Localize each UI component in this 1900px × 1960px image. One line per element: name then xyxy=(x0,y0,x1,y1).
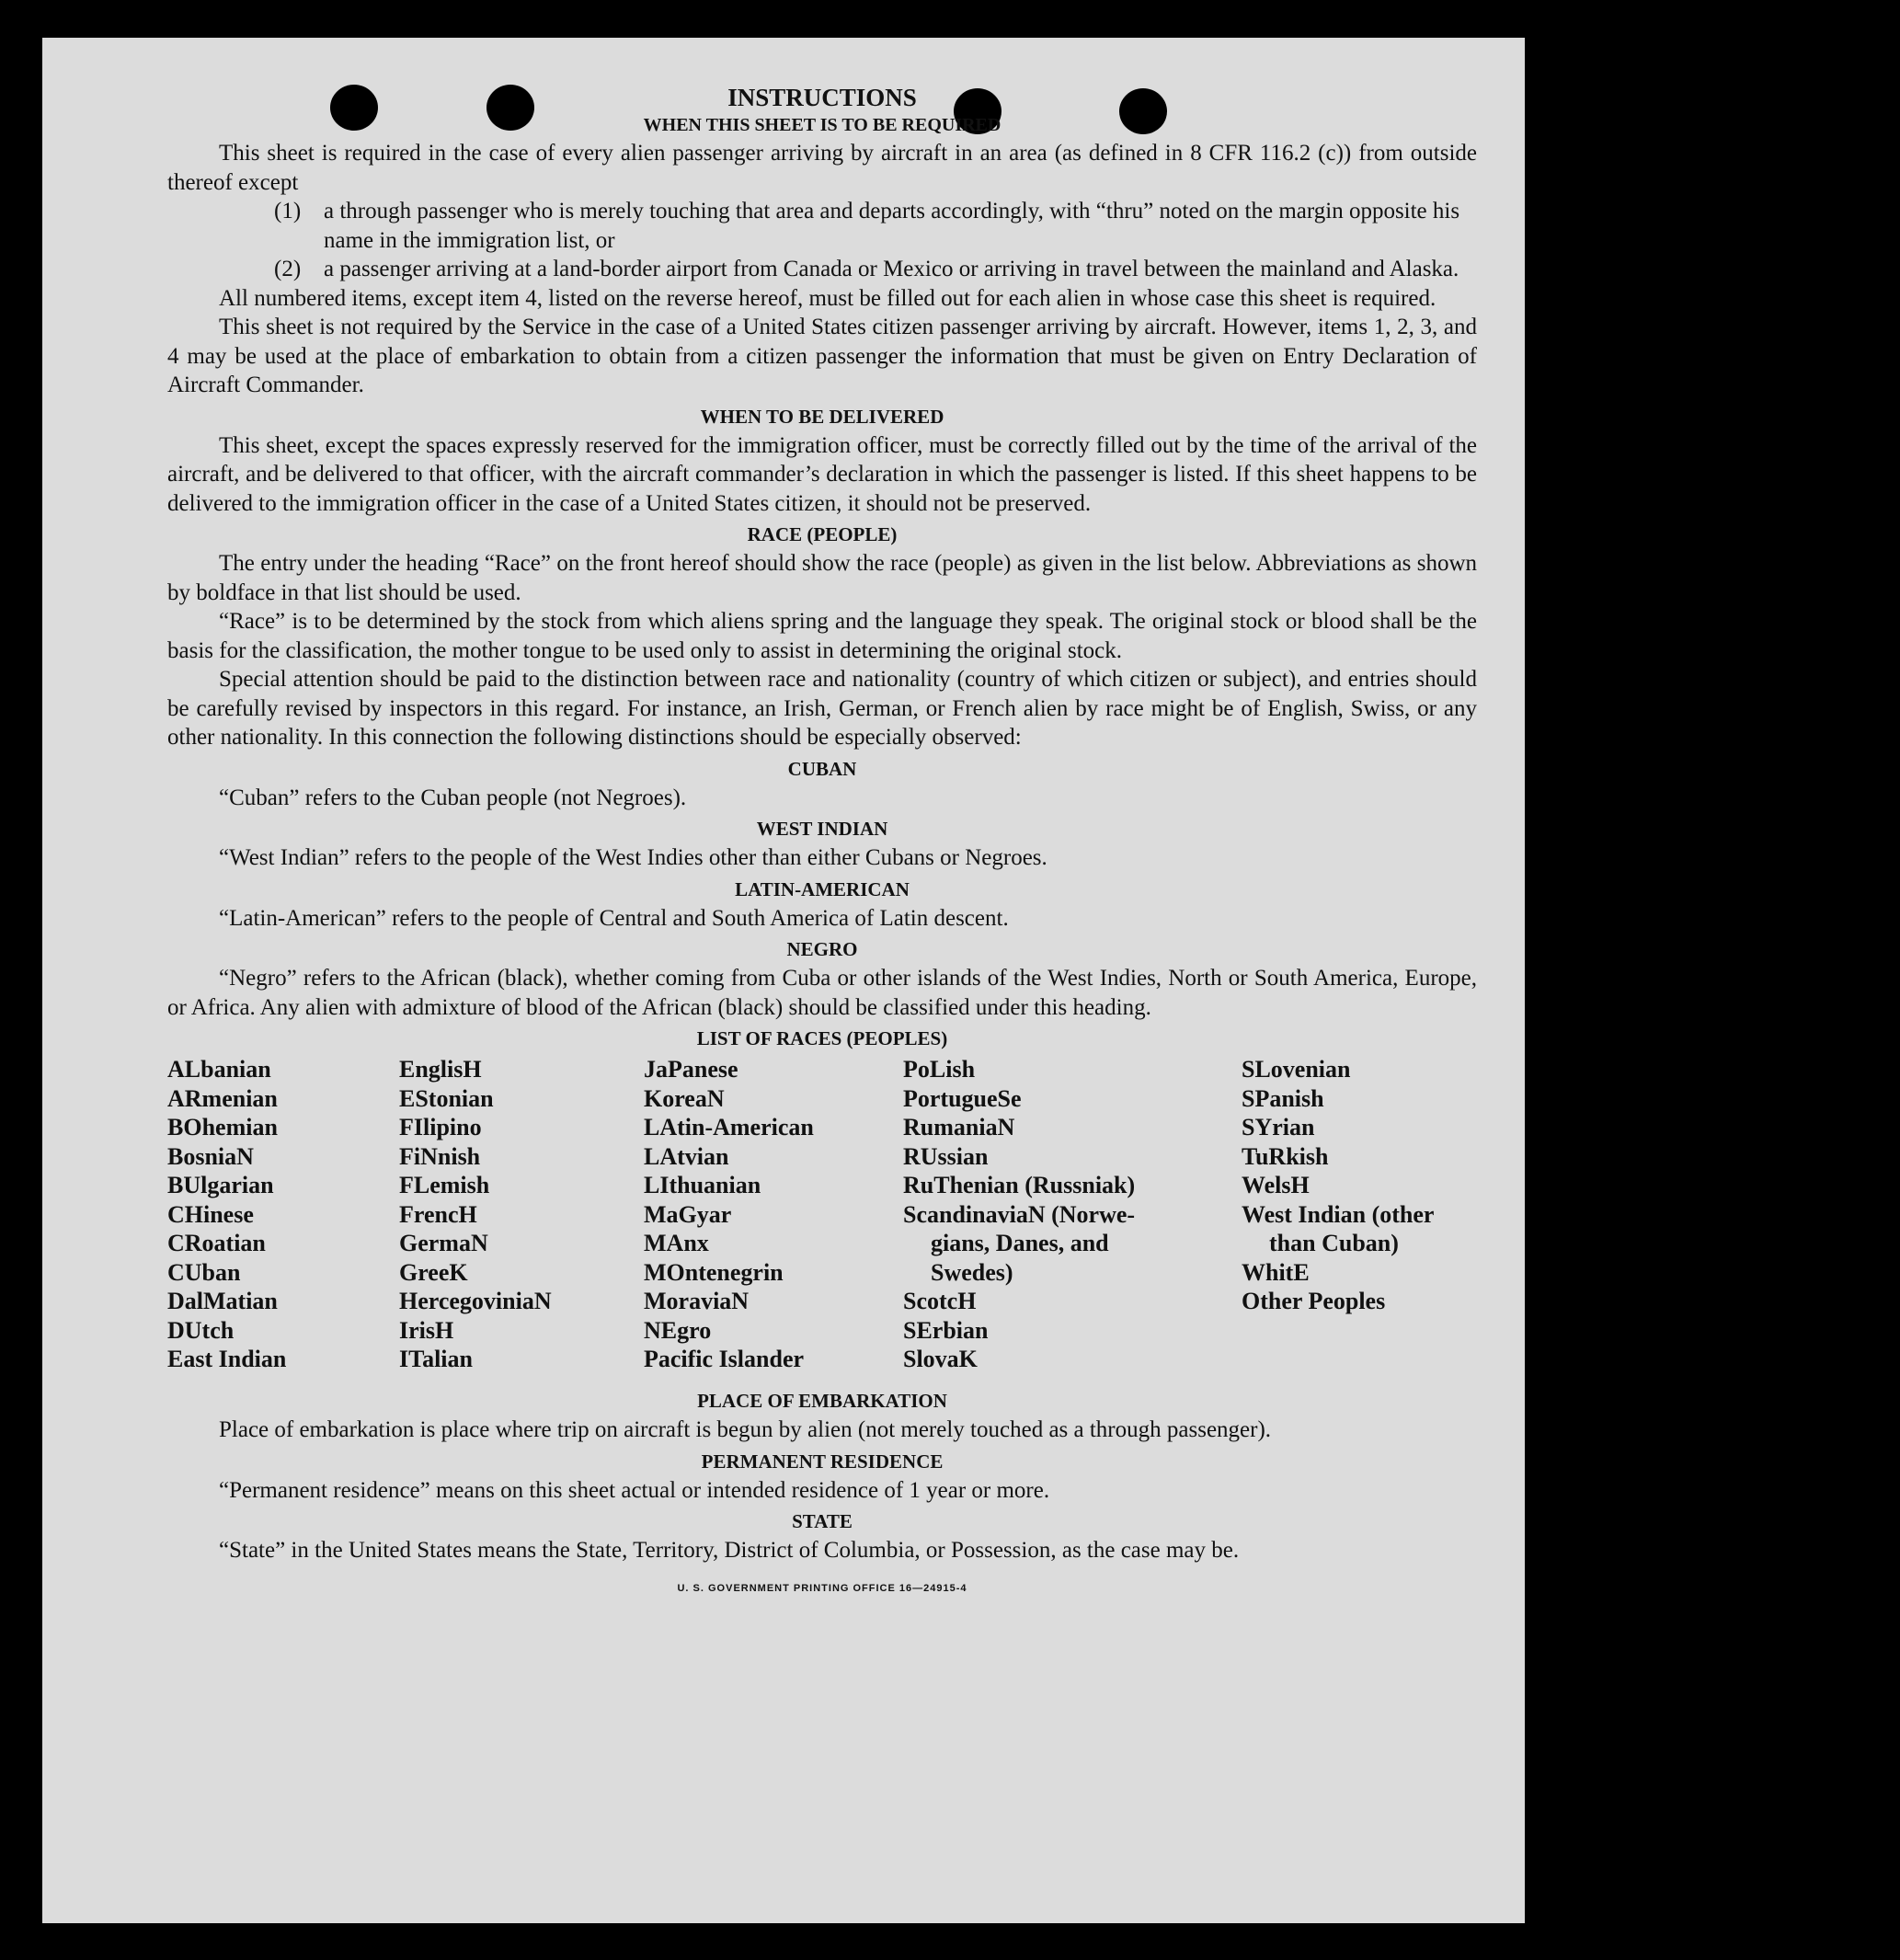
section-heading-embarkation: PLACE OF EMBARKATION xyxy=(697,1390,947,1412)
race-entry: SLovenian xyxy=(1242,1056,1351,1083)
race-entry: ALbanian xyxy=(167,1056,271,1083)
race-entry: MaGyar xyxy=(644,1200,732,1228)
exception-text: a through passenger who is merely touching that area and departs accordingly, with “thru” noted on the margin opposite his name in the immigration list, or xyxy=(324,199,1460,253)
intro-paragraph: This sheet is required in the case of every alien passenger arriving by aircraft in an area (as defined in 8 CFR 116.2 (c)) from outside thereof except xyxy=(167,141,1477,195)
race-entry: SErbian xyxy=(903,1316,989,1344)
race-entry: EStonian xyxy=(399,1084,494,1112)
race-entry: FiNnish xyxy=(399,1142,481,1170)
race-paragraph: “Race” is to be determined by the stock from which aliens spring and the language they speak. The original stock or blood shall be the basis for the classification, the mother tongue to be used only to assist in determining the original stock. xyxy=(167,609,1477,663)
race-entry: PortugueSe xyxy=(903,1084,1022,1112)
instructions-content xyxy=(167,82,1477,1603)
race-entry: SPanish xyxy=(1242,1084,1324,1112)
race-entry: BosniaN xyxy=(167,1142,254,1170)
race-paragraph: The entry under the heading “Race” on the front hereof should show the race (people) as given in the list below. Abbreviations as shown by boldface in that list should be used. xyxy=(167,551,1477,605)
numbered-items-paragraph: All numbered items, except item 4, listed on the reverse hereof, must be filled out for each alien in whose case this sheet is required. xyxy=(219,285,1436,311)
section-heading-negro: NEGRO xyxy=(786,938,858,960)
section-heading-race: RACE (PEOPLE) xyxy=(747,523,898,545)
section-heading-residence: PERMANENT RESIDENCE xyxy=(701,1450,944,1473)
race-entry: FIlipino xyxy=(399,1114,482,1140)
race-entry: CRoatian xyxy=(167,1230,266,1256)
section-heading-required: WHEN THIS SHEET IS TO BE REQUIRED xyxy=(643,115,1002,135)
race-entry: LIthuanian xyxy=(644,1172,761,1198)
race-entry: IrisH xyxy=(399,1316,454,1344)
race-entry: HercegoviniaN xyxy=(399,1288,552,1314)
race-entry: East Indian xyxy=(167,1346,287,1372)
race-entry: WhitE xyxy=(1242,1258,1310,1286)
race-entry: LAtin-American xyxy=(644,1114,814,1140)
race-entry: ScandinaviaN (Norwe- xyxy=(903,1200,1136,1228)
printing-office-footer: U. S. GOVERNMENT PRINTING OFFICE 16—24915-4 xyxy=(677,1582,967,1594)
citizen-paragraph: This sheet is not required by the Service in the case of a United States citizen passenger arriving by aircraft. However, items 1, 2, 3, and 4 may be used at the place of embarkation to obtain from a citizen passenger the information that must be given on Entry Declaration of Aircraft Commander. xyxy=(167,315,1477,397)
race-entry-continued: Swedes) xyxy=(931,1258,1013,1286)
race-entry: West Indian (other xyxy=(1242,1200,1435,1228)
exception-text: a passenger arriving at a land-border airport from Canada or Mexico or arriving in travel between the mainland and Alaska. xyxy=(324,257,1459,281)
races-column-1 xyxy=(167,1055,286,1374)
page-title: INSTRUCTIONS xyxy=(727,84,917,111)
exception-number: (2) xyxy=(274,257,302,281)
section-heading-state: STATE xyxy=(792,1510,853,1532)
race-entry: PoLish xyxy=(903,1056,976,1083)
residence-paragraph: “Permanent residence” means on this sheet actual or intended residence of 1 year or more. xyxy=(219,1477,1050,1503)
race-entry-continued: than Cuban) xyxy=(1269,1230,1399,1256)
section-heading-races-list: LIST OF RACES (PEOPLES) xyxy=(696,1027,948,1049)
section-heading-cuban: CUBAN xyxy=(787,757,857,780)
race-entry: Pacific Islander xyxy=(644,1346,805,1372)
document-page xyxy=(42,38,1525,1923)
race-entry: CHinese xyxy=(167,1200,254,1228)
race-entry: GermaN xyxy=(399,1230,488,1256)
race-entry: MAnx xyxy=(644,1230,709,1256)
race-entry: LAtvian xyxy=(644,1142,729,1170)
negro-paragraph: “Negro” refers to the African (black), whether coming from Cuba or other islands of the West Indies, North or South America, Europe, or Africa. Any alien with admixture of blood of the African (black) should be classified under this heading. xyxy=(167,966,1477,1020)
race-entry: FrencH xyxy=(399,1200,477,1228)
exception-item xyxy=(167,255,1477,284)
races-table xyxy=(167,1055,1477,1384)
race-entry: BUlgarian xyxy=(167,1172,274,1198)
exception-item xyxy=(167,197,1477,255)
race-entry: ScotcH xyxy=(903,1288,977,1314)
race-entry: SlovaK xyxy=(903,1346,978,1372)
delivered-paragraph: This sheet, except the spaces expressly reserved for the immigration officer, must be correctly filled out by the time of the arrival of the aircraft, and be delivered to that officer, with the aircraft commander’s declaration in which the passenger is listed. If this sheet happens to be delivered to the immigration officer in the case of a United States citizen, it should not be preserved. xyxy=(167,432,1477,516)
latin-american-paragraph: “Latin-American” refers to the people of Central and South America of Latin descent. xyxy=(219,905,1009,931)
races-column-2 xyxy=(399,1055,552,1374)
race-entry: Other Peoples xyxy=(1242,1288,1386,1314)
section-heading-latin-american: LATIN-AMERICAN xyxy=(735,877,910,900)
races-column-3 xyxy=(644,1055,814,1374)
race-entry: ARmenian xyxy=(167,1084,278,1112)
embarkation-paragraph: Place of embarkation is place where trip on aircraft is begun by alien (not merely touched as a through passenger). xyxy=(219,1417,1272,1442)
section-heading-west-indian: WEST INDIAN xyxy=(756,818,888,840)
race-entry: BOhemian xyxy=(167,1114,278,1140)
race-paragraph: Special attention should be paid to the distinction between race and nationality (country of which citizen or subject), and entries should be carefully revised by inspectors in this regard. For instance, an Irish, German, or French alien by race might be of English, Swiss, or any other nationality. In this connection the following distinctions should be especially observed: xyxy=(167,667,1477,750)
exception-list xyxy=(167,197,1477,284)
races-column-5 xyxy=(1242,1055,1434,1316)
race-entry: RumaniaN xyxy=(903,1114,1015,1140)
race-entry-continued: gians, Danes, and xyxy=(931,1230,1109,1256)
race-entry: NEgro xyxy=(644,1316,712,1344)
race-entry: ITalian xyxy=(399,1346,473,1372)
race-entry: TuRkish xyxy=(1242,1142,1329,1170)
exception-number: (1) xyxy=(274,199,302,224)
race-entry: DalMatian xyxy=(167,1288,278,1314)
race-entry: EnglisH xyxy=(399,1056,482,1083)
west-indian-paragraph: “West Indian” refers to the people of the West Indies other than either Cubans or Negroes. xyxy=(219,845,1047,870)
races-column-4 xyxy=(903,1055,1135,1374)
race-entry: WelsH xyxy=(1242,1172,1310,1198)
state-paragraph: “State” in the United States means the State, Territory, District of Columbia, or Possession, as the case may be. xyxy=(219,1538,1240,1563)
race-entry: DUtch xyxy=(167,1316,235,1344)
race-entry: RuThenian (Russniak) xyxy=(903,1172,1136,1198)
race-entry: JaPanese xyxy=(644,1056,738,1083)
race-entry: RUssian xyxy=(903,1142,989,1170)
cuban-paragraph: “Cuban” refers to the Cuban people (not Negroes). xyxy=(219,785,687,810)
section-heading-delivered: WHEN TO BE DELIVERED xyxy=(700,405,944,428)
race-entry: GreeK xyxy=(399,1258,468,1286)
race-entry: CUban xyxy=(167,1258,241,1286)
race-entry: KoreaN xyxy=(644,1084,725,1112)
race-entry: FLemish xyxy=(399,1172,490,1198)
race-entry: MoraviaN xyxy=(644,1288,750,1314)
race-entry: MOntenegrin xyxy=(644,1258,784,1286)
race-entry: SYrian xyxy=(1242,1114,1315,1140)
